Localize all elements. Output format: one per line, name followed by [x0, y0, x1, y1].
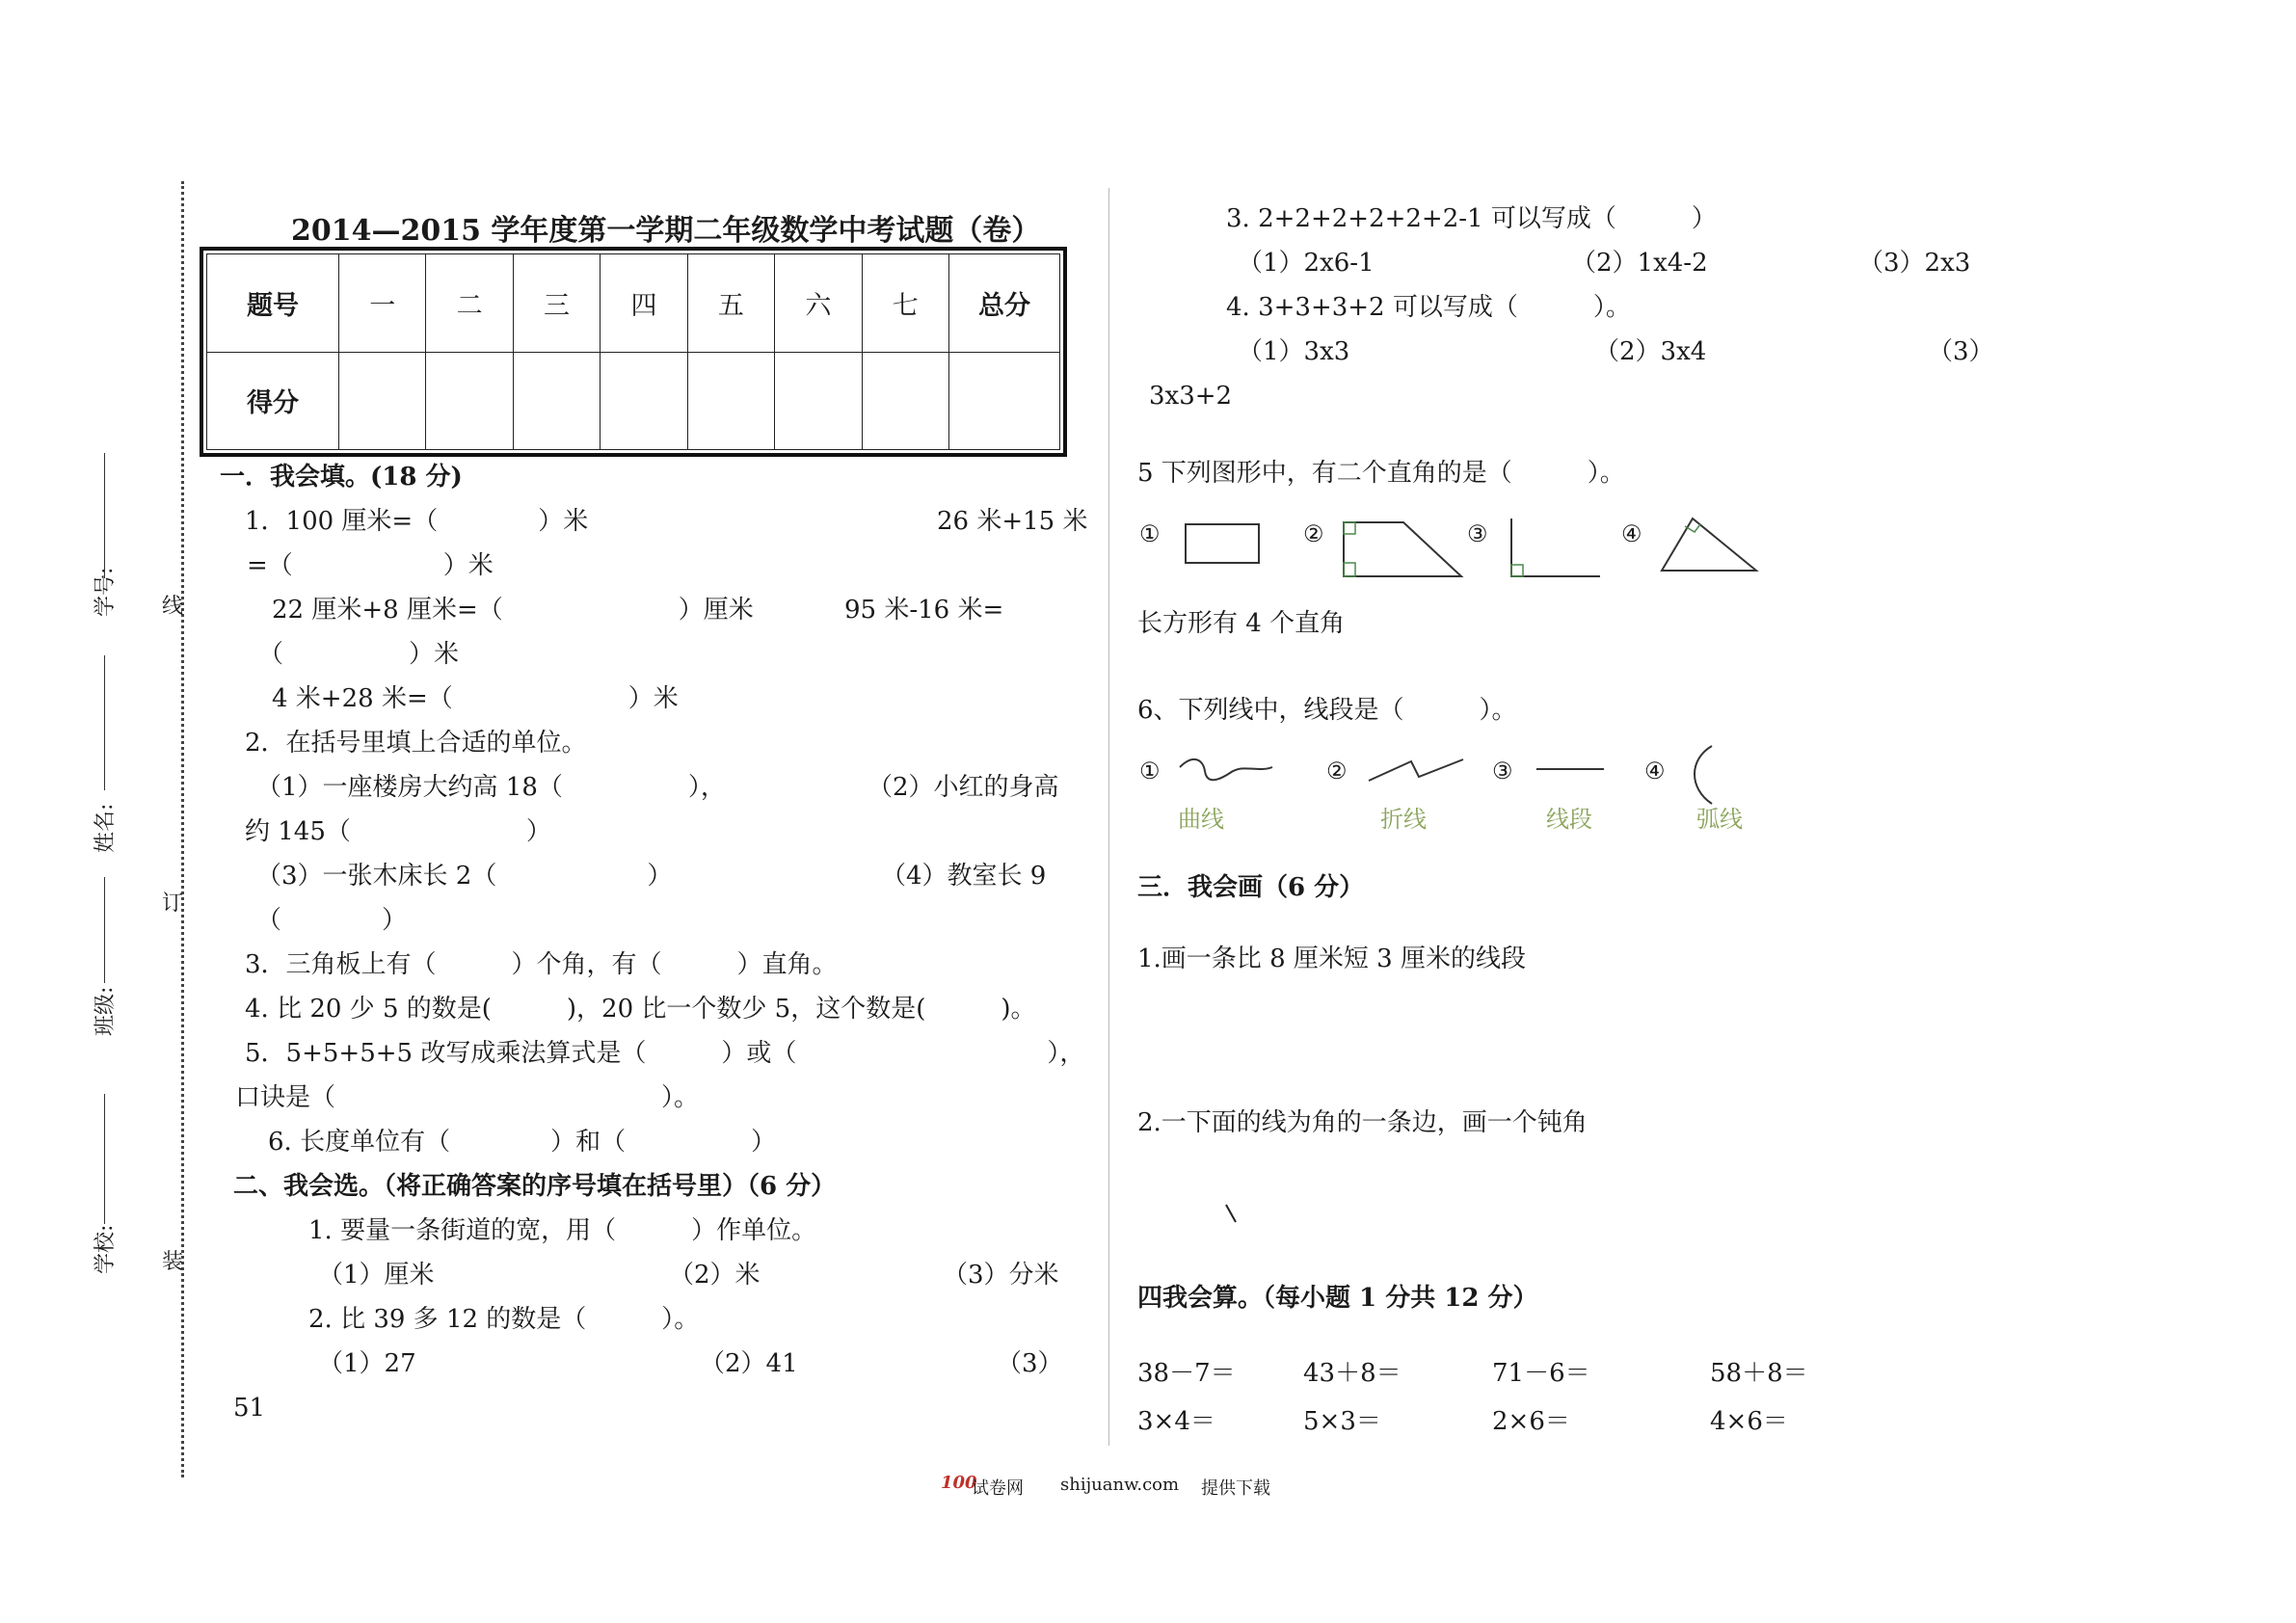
score-row-label: 得分	[207, 352, 339, 450]
q1-b: 26 米+15 米	[937, 507, 1088, 536]
q2-a: （1）一座楼房大约高 18（ ），	[256, 773, 726, 802]
c3-option-3: （3）2x3	[1858, 249, 1971, 278]
score-header-cell: 一	[339, 254, 426, 353]
field-name-blank	[104, 655, 105, 790]
q2-b: （2）小红的身高	[868, 773, 1059, 802]
score-cell[interactable]	[339, 352, 426, 450]
c2-option-3-value: 51	[233, 1394, 266, 1423]
trapezoid-shape	[1336, 517, 1471, 584]
c4-option-2: （2）3x4	[1594, 337, 1707, 366]
q2: 2．在括号里填上合适的单位。	[245, 729, 587, 758]
line-label-3: ③	[1492, 758, 1513, 785]
draw-q1: 1.画一条比 8 厘米短 3 厘米的线段	[1137, 945, 1526, 973]
calc-item: 58＋8＝	[1710, 1359, 1808, 1388]
score-header-cell: 总分	[949, 254, 1060, 353]
c4-option-3-value: 3x3+2	[1149, 382, 1233, 411]
draw-q2: 2.一下面的线为角的一条边，画一个钝角	[1137, 1108, 1588, 1137]
line-label-1: ①	[1139, 758, 1161, 785]
shape-label-4: ④	[1621, 520, 1642, 547]
polyline-line	[1365, 752, 1471, 790]
c3-option-2: （2）1x4-2	[1571, 249, 1708, 278]
field-student-id-label: 学号:	[93, 567, 118, 617]
field-student-id-blank	[104, 453, 105, 578]
rectangle-shape	[1184, 520, 1261, 569]
section-1-title: 一．我会填。(18 分)	[220, 463, 463, 492]
field-school-label: 学校:	[93, 1224, 118, 1274]
field-class-blank	[104, 877, 105, 983]
score-cell[interactable]	[426, 352, 513, 450]
curve-line	[1176, 752, 1282, 790]
calc-item: 4×6＝	[1710, 1407, 1788, 1436]
calc-item: 43＋8＝	[1303, 1359, 1402, 1388]
q5-b: 口诀是（ ）。	[235, 1083, 700, 1112]
c2-option-1: （1）27	[318, 1349, 416, 1378]
calc-item: 5×3＝	[1303, 1407, 1381, 1436]
c2: 2. 比 39 多 12 的数是（ ）。	[308, 1305, 700, 1334]
score-cell[interactable]	[687, 352, 774, 450]
score-header-cell: 三	[513, 254, 600, 353]
c3-option-1: （1）2x6-1	[1238, 249, 1375, 278]
field-class-label: 班级:	[93, 986, 118, 1036]
line-name-polyline: 折线	[1380, 806, 1427, 833]
field-name-label: 姓名:	[93, 803, 118, 853]
footer-logo: 100	[941, 1473, 977, 1493]
footer-url[interactable]: shijuanw.com	[1060, 1475, 1180, 1495]
binding-char-zhuang: 装	[162, 1250, 184, 1274]
calc-item: 3×4＝	[1137, 1407, 1215, 1436]
score-cell[interactable]	[949, 352, 1060, 450]
c1: 1. 要量一条街道的宽，用（ ）作单位。	[308, 1216, 817, 1245]
field-school-blank	[104, 1094, 105, 1224]
q2-f: （ ）	[256, 906, 408, 935]
q1-g: 4 米+28 米=（ ）米	[272, 684, 679, 713]
right-angle-shape	[1504, 515, 1610, 582]
score-table	[206, 253, 1060, 450]
section-3-title: 三．我会画（6 分）	[1137, 873, 1365, 902]
q1-a: 1．100 厘米=（ ）米	[245, 507, 589, 536]
q1-f: （ ）米	[258, 640, 460, 669]
score-cell[interactable]	[862, 352, 948, 450]
exam-title: 2014—2015 学年度第一学期二年级数学中考试题（卷）	[291, 214, 1041, 248]
shape-label-3: ③	[1467, 520, 1488, 547]
score-header-cell: 五	[687, 254, 774, 353]
q3: 3．三角板上有（ ）个角，有（ ）直角。	[245, 950, 838, 979]
calc-item: 71－6＝	[1492, 1359, 1590, 1388]
c3: 3. 2+2+2+2+2+2-1 可以写成（ ）	[1226, 204, 1717, 233]
line-name-arc: 弧线	[1696, 806, 1743, 833]
line-name-segment: 线段	[1546, 806, 1592, 833]
angle-base-line	[1222, 1203, 1241, 1226]
calc-item: 38－7＝	[1137, 1359, 1236, 1388]
c1-option-3: （3）分米	[943, 1261, 1059, 1290]
c4-option-3: （3）	[1928, 337, 1994, 366]
score-cell[interactable]	[601, 352, 687, 450]
binding-dotted-line	[181, 181, 184, 1477]
score-header-cell: 四	[601, 254, 687, 353]
calc-item: 2×6＝	[1492, 1407, 1570, 1436]
c5-answer: 长方形有 4 个直角	[1137, 609, 1346, 638]
line-label-4: ④	[1644, 758, 1666, 785]
shape-label-1: ①	[1139, 520, 1161, 547]
score-cell[interactable]	[775, 352, 862, 450]
c4-option-1: （1）3x3	[1238, 337, 1350, 366]
score-header-cell: 二	[426, 254, 513, 353]
q5-a: 5．5+5+5+5 改写成乘法算式是（ ）或（ ），	[245, 1039, 1085, 1068]
c2-option-2: （2）41	[700, 1349, 798, 1378]
c4: 4. 3+3+3+2 可以写成（ ）。	[1226, 293, 1631, 322]
column-divider	[1108, 188, 1109, 1446]
q6: 6. 长度单位有（ ）和（ ）	[268, 1128, 777, 1157]
footer-site-name: 试卷网	[972, 1478, 1024, 1499]
section-4-title: 四我会算。（每小题 1 分共 12 分）	[1137, 1284, 1538, 1313]
score-header-cell: 六	[775, 254, 862, 353]
line-name-curve: 曲线	[1178, 806, 1224, 833]
c1-option-2: （2）米	[669, 1261, 761, 1290]
c2-option-3: （3）	[997, 1349, 1063, 1378]
q4: 4. 比 20 少 5 的数是( )，20 比一个数少 5，这个数是( )。	[245, 995, 1036, 1024]
section-2-title: 二、我会选。（将正确答案的序号填在括号里）（6 分）	[233, 1172, 837, 1201]
binding-char-xian: 线	[162, 595, 184, 619]
segment-line	[1533, 759, 1610, 779]
q1-e: 95 米-16 米=	[844, 596, 1004, 625]
line-label-2: ②	[1326, 758, 1348, 785]
c5: 5 下列图形中，有二个直角的是（ ）。	[1137, 459, 1625, 488]
triangle-shape	[1656, 511, 1762, 578]
q1-c: =（ ）米	[247, 551, 494, 580]
q2-d: （3）一张木床长 2（ ）	[256, 862, 673, 891]
q1-d: 22 厘米+8 厘米=（ ）厘米	[272, 596, 754, 625]
binding-char-ding: 订	[162, 891, 184, 916]
score-header-cell: 七	[862, 254, 948, 353]
q2-e: （4）教室长 9	[881, 862, 1047, 891]
score-cell[interactable]	[513, 352, 600, 450]
c1-option-1: （1）厘米	[318, 1261, 435, 1290]
shape-label-2: ②	[1303, 520, 1324, 547]
q2-c: 约 145（ ）	[245, 817, 551, 846]
c6: 6、下列线中，线段是（ ）。	[1137, 696, 1517, 725]
score-header-cell: 题号	[207, 254, 339, 353]
footer-note: 提供下载	[1201, 1478, 1270, 1499]
